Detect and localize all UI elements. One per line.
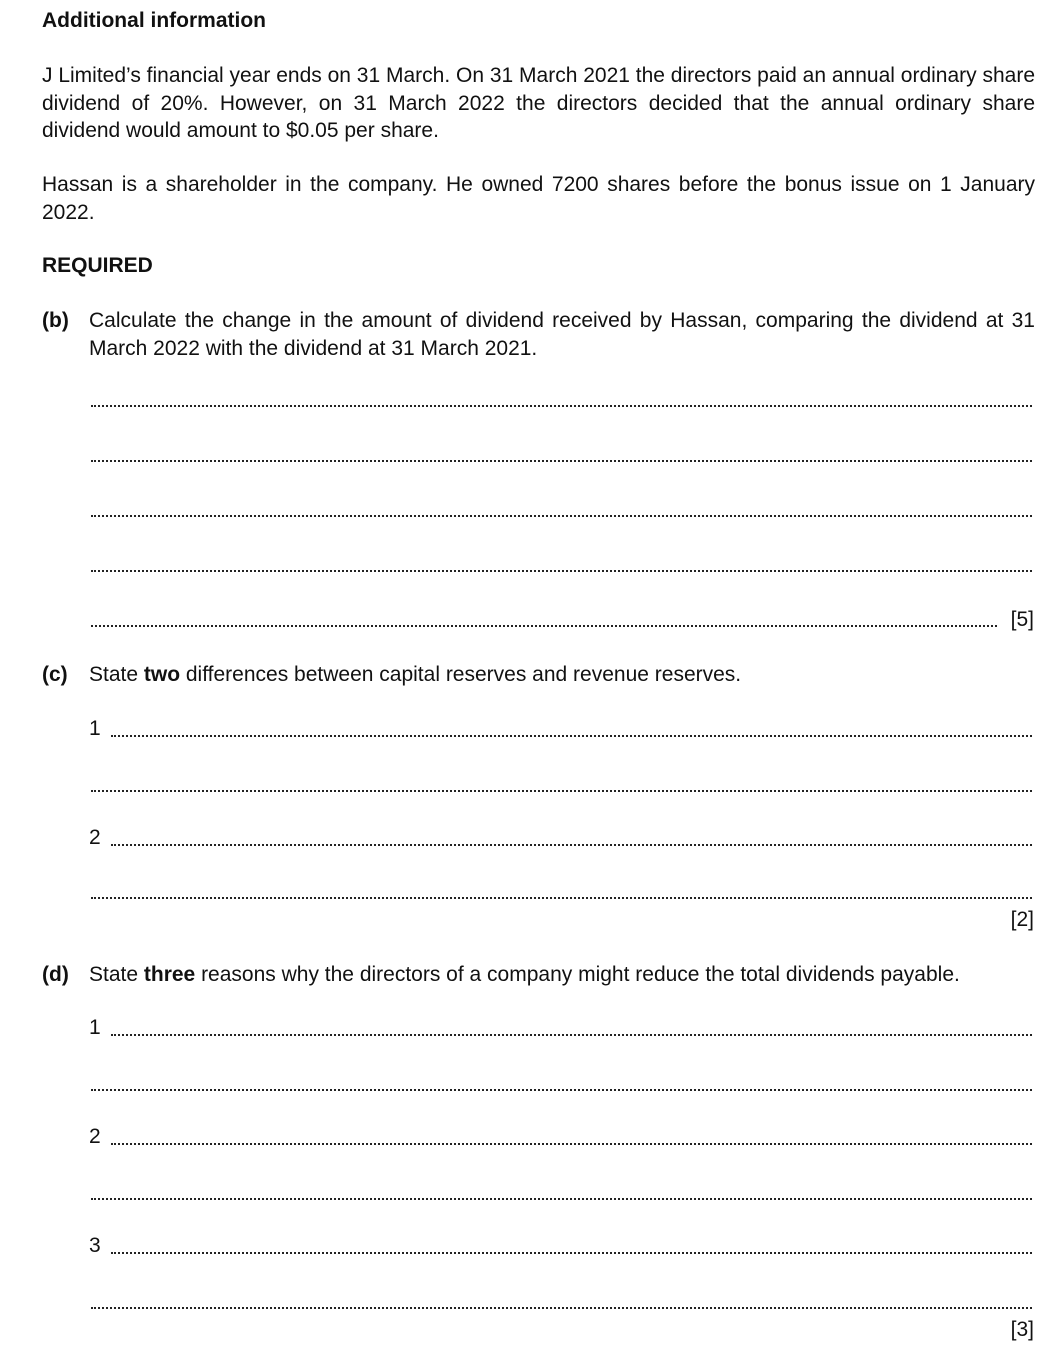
answer-line-d-3a[interactable] <box>111 1252 1032 1254</box>
question-b-label: (b) <box>42 309 69 332</box>
question-b-marks: [5] <box>1010 608 1034 631</box>
question-d-item-number-3: 3 <box>89 1234 101 1257</box>
answer-line-d-2a[interactable] <box>111 1143 1032 1145</box>
question-d-label: (d) <box>42 963 69 986</box>
answer-line-d-1a[interactable] <box>111 1034 1032 1036</box>
question-c-text: State two differences between capital reserves and revenue reserves. <box>89 663 742 686</box>
question-c-marks: [2] <box>1010 908 1034 931</box>
question-c-label: (c) <box>42 663 68 686</box>
section-heading-additional-information: Additional information <box>42 9 266 32</box>
question-c-item-number-2: 2 <box>89 826 101 849</box>
answer-line-d-3b[interactable] <box>91 1307 1032 1309</box>
question-d-item-number-2: 2 <box>89 1125 101 1148</box>
answer-line-d-2b[interactable] <box>91 1198 1032 1200</box>
section-heading-required: REQUIRED <box>42 254 153 277</box>
answer-line-c-2b[interactable] <box>91 897 1032 899</box>
answer-line-b-1[interactable] <box>91 405 1032 407</box>
answer-line-c-2a[interactable] <box>111 844 1032 846</box>
question-d-text: State three reasons why the directors of a company might reduce the total dividends payable. <box>89 963 960 986</box>
answer-line-b-4[interactable] <box>91 570 1032 572</box>
intro-paragraph-financial-year: J Limited’s financial year ends on 31 March. On 31 March 2021 the directors paid an annual ordinary share dividend of 20%. However, on 31 March 2022 the directors decided that the annual ordinary share dividend would amount to $0.05 per share. <box>42 64 1036 142</box>
answer-line-d-1b[interactable] <box>91 1089 1032 1091</box>
question-d-marks: [3] <box>1010 1318 1034 1341</box>
answer-line-b-2[interactable] <box>91 460 1032 462</box>
answer-line-c-1a[interactable] <box>111 735 1032 737</box>
answer-line-c-1b[interactable] <box>91 790 1032 792</box>
question-d-item-number-1: 1 <box>89 1016 101 1039</box>
answer-line-b-5[interactable] <box>91 625 997 627</box>
question-b-text: Calculate the change in the amount of dividend received by Hassan, comparing the dividend at 31 March 2022 with the dividend at 31 March 2021. <box>89 309 1035 360</box>
question-c-item-number-1: 1 <box>89 717 101 740</box>
answer-line-b-3[interactable] <box>91 515 1032 517</box>
intro-paragraph-shareholder: Hassan is a shareholder in the company. He owned 7200 shares before the bonus issue on 1 January 2022. <box>42 173 1035 224</box>
